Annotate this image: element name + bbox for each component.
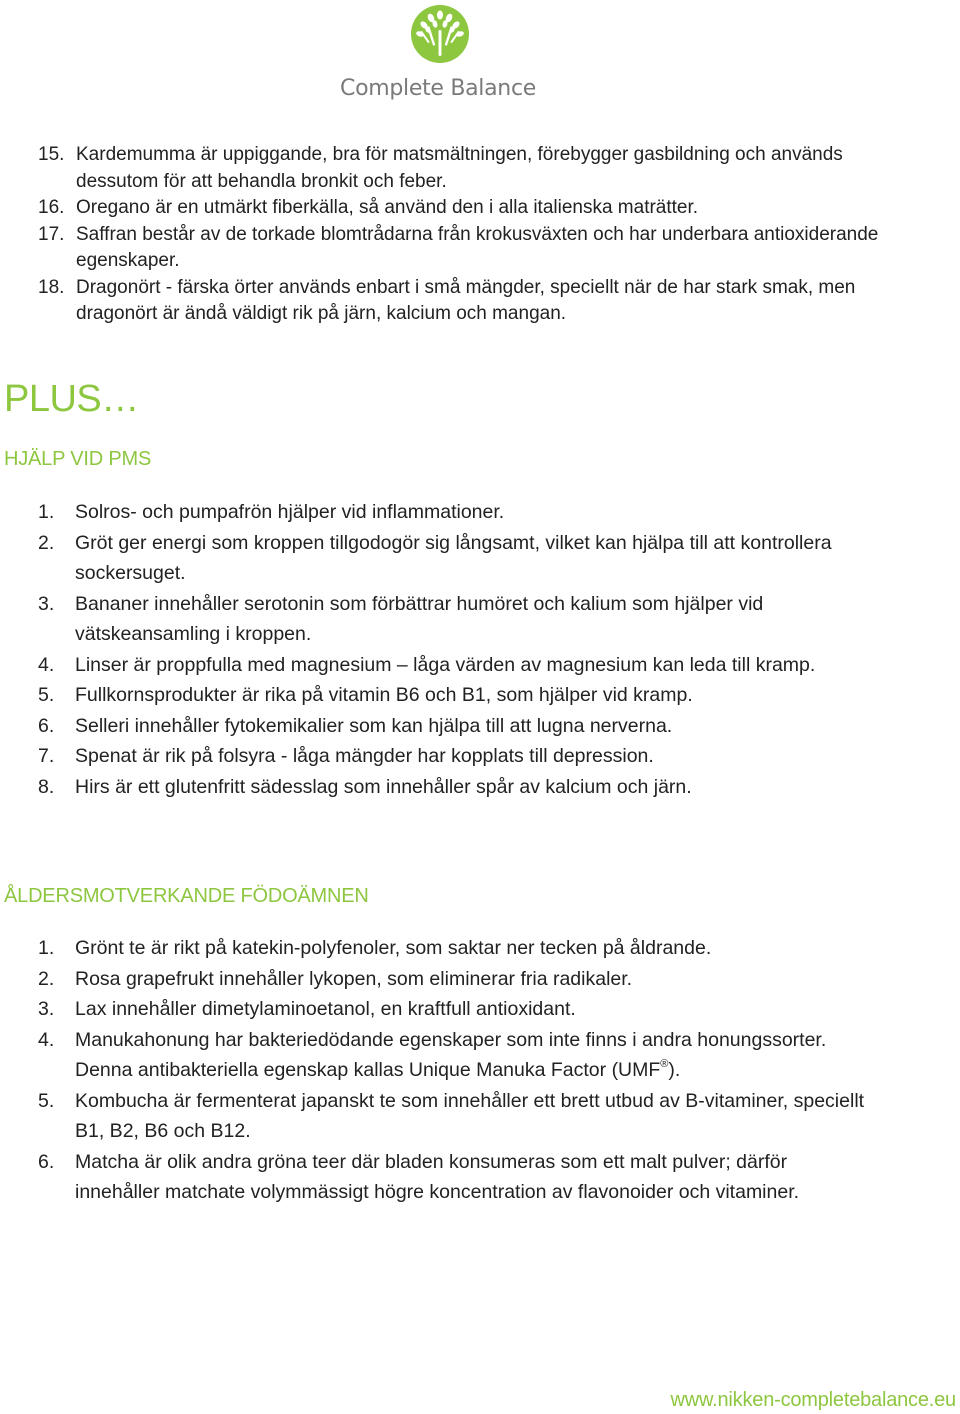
list-item-text bbox=[75, 1025, 865, 1086]
list-item-text bbox=[75, 589, 865, 650]
list-item-number: 8. bbox=[38, 775, 55, 798]
list-item-number: 16. bbox=[38, 197, 65, 218]
registered-mark: ® bbox=[660, 1058, 669, 1070]
list-item-body: Spenat är rik på folsyra - låga mängder har kopplats till depression. bbox=[75, 745, 654, 767]
list-item-body: Linser är proppfulla med magnesium – låga värden av magnesium kan leda till kramp. bbox=[75, 653, 816, 676]
spice-list bbox=[0, 142, 960, 328]
list-item-text bbox=[75, 994, 865, 1025]
list-item-body: Grönt te är rikt på katekin-polyfenoler, som saktar ner tecken på åldrande. bbox=[75, 937, 712, 959]
list-item bbox=[0, 275, 960, 328]
list-item bbox=[0, 497, 960, 528]
list-item bbox=[0, 933, 960, 964]
list-item-number: 1. bbox=[38, 937, 55, 959]
list-item-number: 6. bbox=[38, 714, 55, 737]
list-item bbox=[0, 1147, 960, 1208]
list-item bbox=[0, 772, 960, 803]
list-item-number: 4. bbox=[38, 653, 55, 676]
list-item-text bbox=[75, 772, 865, 803]
list-item-body: Solros- och pumpafrön hjälper vid inflammationer. bbox=[75, 501, 505, 523]
list-item-body: Oregano är en utmärkt fiberkälla, så använd den i alla italienska maträtter. bbox=[76, 197, 699, 218]
list-item-text bbox=[76, 275, 880, 328]
list-item-number: 17. bbox=[38, 223, 65, 245]
list-item-number: 2. bbox=[38, 531, 55, 554]
list-item-text bbox=[75, 964, 865, 995]
list-item-number: 18. bbox=[38, 276, 65, 298]
list-item-text bbox=[75, 497, 865, 528]
list-item-body: Saffran består av de torkade blomtrådarna från krokusväxten och har underbara antioxiderande egenskaper. bbox=[76, 223, 879, 271]
list-item bbox=[0, 1025, 960, 1086]
plus-heading: PLUS… bbox=[4, 378, 139, 420]
list-item-body: Matcha är olik andra gröna teer där bladen konsumeras som ett malt pulver; därför innehåller matchate volymmässigt högre koncentration av flavonoider och vitaminer. bbox=[75, 1150, 800, 1203]
list-item-body: Bananer innehåller serotonin som förbättrar humöret och kalium som hjälper vid vätskeansamling i kroppen. bbox=[75, 592, 764, 645]
list-item-text bbox=[75, 741, 865, 772]
list-item-body: Lax innehåller dimetylaminoetanol, en kraftfull antioxidant. bbox=[75, 998, 576, 1020]
list-item-text bbox=[75, 528, 865, 589]
list-item-number: 7. bbox=[38, 745, 55, 767]
list-item-body: Gröt ger energi som kroppen tillgodogör sig långsamt, vilket kan hjälpa till att kontrollera sockersuget. bbox=[75, 531, 832, 584]
list-item-body: Hirs är ett glutenfritt sädesslag som innehåller spår av kalcium och järn. bbox=[75, 775, 692, 798]
list-item bbox=[0, 680, 960, 711]
list-item-text bbox=[75, 650, 865, 681]
pms-list bbox=[0, 497, 960, 802]
list-item-body: Fullkornsprodukter är rika på vitamin B6 och B1, som hjälper vid kramp. bbox=[75, 684, 693, 706]
list-item-number: 5. bbox=[38, 1089, 55, 1112]
list-item-number: 15. bbox=[38, 144, 65, 165]
list-item-text bbox=[75, 933, 865, 964]
aging-list bbox=[0, 933, 960, 1208]
list-item-body: Kombucha är fermenterat japanskt te som innehåller ett brett utbud av B-vitaminer, speciellt B1, B2, B6 och B12. bbox=[75, 1089, 865, 1142]
list-item-text bbox=[76, 142, 880, 195]
list-item bbox=[0, 711, 960, 742]
list-item-number: 4. bbox=[38, 1028, 55, 1051]
list-item-number: 1. bbox=[38, 501, 55, 523]
list-item-text bbox=[75, 711, 865, 742]
brand-name: Complete Balance bbox=[340, 76, 536, 101]
list-item-number: 2. bbox=[38, 967, 55, 990]
list-item-text bbox=[75, 680, 865, 711]
list-item-number: 3. bbox=[38, 592, 55, 615]
list-item bbox=[0, 195, 960, 222]
list-item bbox=[0, 528, 960, 589]
list-item-text bbox=[76, 222, 880, 275]
list-item bbox=[0, 994, 960, 1025]
list-item-text bbox=[75, 1086, 865, 1147]
list-item bbox=[0, 589, 960, 650]
pms-section-title: HJÄLP VID PMS bbox=[4, 448, 152, 470]
list-item bbox=[0, 964, 960, 995]
list-item-text bbox=[76, 195, 880, 222]
brand-logo bbox=[0, 0, 960, 110]
list-item-number: 5. bbox=[38, 684, 55, 706]
list-item bbox=[0, 741, 960, 772]
footer-website-link[interactable]: www.nikken-completebalance.eu bbox=[670, 1389, 956, 1411]
list-item-number: 6. bbox=[38, 1150, 55, 1173]
tree-logo-icon bbox=[410, 4, 470, 64]
list-item-suffix: ). bbox=[668, 1059, 681, 1081]
list-item-body: Manukahonung har bakteriedödande egenskaper som inte finns i andra honungssorter. Denna antibakteriella egenskap kallas Unique Manuka Factor (UMF bbox=[75, 1028, 827, 1081]
list-item-body: Kardemumma är uppiggande, bra för matsmältningen, förebygger gasbildning och används dessutom för att behandla bronkit och feber. bbox=[76, 144, 843, 192]
list-item bbox=[0, 222, 960, 275]
list-item-body: Selleri innehåller fytokemikalier som kan hjälpa till att lugna nerverna. bbox=[75, 714, 673, 737]
aging-section-title: ÅLDERSMOTVERKANDE FÖDOÄMNEN bbox=[4, 885, 369, 907]
list-item bbox=[0, 142, 960, 195]
list-item bbox=[0, 650, 960, 681]
list-item-body: Dragonört - färska örter används enbart i små mängder, speciellt när de har stark smak, men dragonört är ändå väldigt rik på järn, kalcium och mangan. bbox=[76, 276, 856, 324]
list-item-number: 3. bbox=[38, 998, 55, 1020]
list-item-text bbox=[75, 1147, 865, 1208]
list-item-body: Rosa grapefrukt innehåller lykopen, som eliminerar fria radikaler. bbox=[75, 967, 633, 990]
list-item bbox=[0, 1086, 960, 1147]
